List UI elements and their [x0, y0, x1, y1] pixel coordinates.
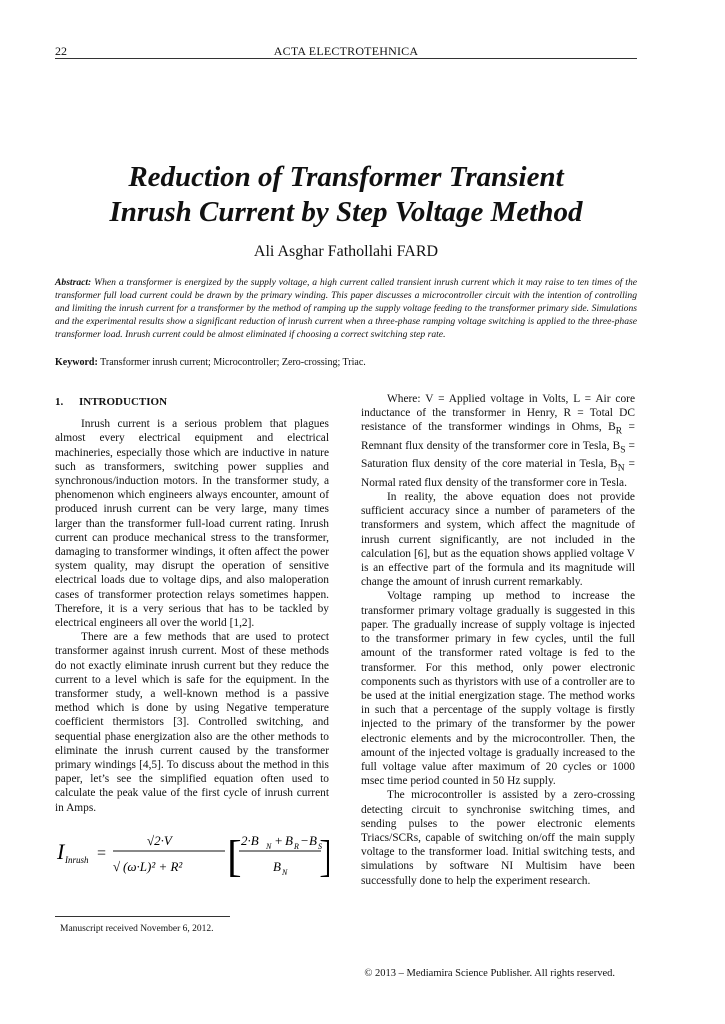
formula-numerator: √2·V [147, 832, 172, 848]
copyright: © 2013 – Mediamira Science Publisher. All rights reserved. [364, 968, 615, 979]
footnote-rule [55, 916, 230, 917]
body-paragraph-2: In reality, the above equation does not provide sufficient accuracy since a number of parameters of the transformers and system, which affect the magnitude of inrush current significantly, are not included in the calculation [6], but as the equation shows applied voltage V is an effective part of the formula and its magnitude will change the amount of inrush current remarkably. [361, 491, 635, 589]
keywords-text: Transformer inrush current; Microcontroller; Zero-crossing; Triac. [97, 357, 366, 368]
abstract [55, 276, 637, 341]
formula-lhs: I [57, 838, 65, 864]
svg-text:] [319, 832, 329, 881]
abstract-label: Abstract: [55, 277, 92, 288]
body-paragraph-4: The microcontroller is assisted by a zero-crossing detecting circuit to synchronise switching times, and sending pulses to the power electronic elements Triacs/SCRs, capable of switching on/off the main supply voltage to the transformer load. Initial switching tests, and simulations by software NI Multisim have been successfully done to help the experiment research. [361, 789, 635, 887]
title-line-1: Reduction of Transformer Transient [128, 161, 564, 193]
keywords [55, 357, 637, 368]
right-column [361, 392, 635, 888]
intro-paragraph-1: Inrush current is a serious problem that plagues almost every electrical equipment and electrical machineries, especially those which are inductive in nature such as transformers, switching power supplies and synchronous/induction motors. In the transformer study, a phenomenon which engineers always encounter, amount of produced inrush current can be very large, many times larger than the transformer full-load current rating. Inrush current can produce mechanical stress to the transformer, damaging to transformer windings, it often affect the power system quality, may disrupt the operation of sensitive electrical loads due to voltage dips, and also maloperation cases of transformer protection relays sometimes happen. Therefore, it is a very serious that has to be tackled by electrical engineers all over the world [1,2]. [55, 418, 329, 630]
section-heading [55, 395, 329, 409]
journal-name: ACTA ELECTROTEHNICA [273, 44, 419, 58]
inrush-formula [55, 823, 329, 883]
formula-br: R [294, 841, 299, 851]
svg-text:[: [ [227, 831, 242, 881]
author-name: Ali Asghar Fathollahi FARD [253, 243, 439, 260]
formula-lhs-sub: Inrush [65, 854, 89, 865]
svg-text:−: − [301, 832, 309, 848]
formula-bn: N [266, 841, 272, 851]
page-number: 22 [55, 44, 67, 58]
paper-title [55, 160, 637, 230]
keywords-label: Keyword: [55, 357, 98, 368]
footnote: Manuscript received November 6, 2012. [60, 924, 214, 934]
svg-text:√: √ [113, 858, 121, 874]
svg-text:B: B [309, 832, 317, 848]
section-title: INTRODUCTION [79, 396, 168, 408]
section-number: 1. [55, 396, 64, 408]
svg-text:+: + [275, 832, 283, 848]
where-paragraph: Where: V = Applied voltage in Volts, L = Air core inductance of the transformer in Henry, R = Total DC resistance of the transformer windings in Ohms, $B_R$ = Remnant flux density of the transformer core in Tesla, $B_S$ = Saturation flux density of the core material in Tesla, $B_N$ = Normal rated flux density of the transformer core in Tesla. [361, 393, 635, 489]
body-paragraph-3: Voltage ramping up method to increase the transformer primary voltage gradually is suggested in this paper. The gradually increase of supply voltage is injected to the transformer primary in few cycles, until the full amount of the transformer rated voltage is fed to the transformer. For this method, only power electronic components such as thyristors with use of a controller are to be used at the initial energization stage. The method works in such that a percentage of the supply voltage is firstly injected to the primary of the transformer by the power electronic elements and by the microcontroller. Then, the amount of the injected voltage is gradually increased to the full voltage value after maximum of 20 cycles or 1000 msec time period counted in 50 Hz supply. [361, 590, 635, 788]
running-header [55, 42, 637, 59]
svg-text:=: = [97, 844, 107, 862]
intro-paragraph-2: There are a few methods that are used to protect transformer against inrush current. Most of these methods do not exactly eliminate inrush current but they reduce the current to a level which is safe for the equipment. In the transformer study, a well-known method is a passive method which is done by using Negative temperature coefficient thermistors [3]. Controlled switching, and sequential phase energization also are the other methods to eliminate the inrush current caused by the transformer primary windings [4,5]. To discuss about the method in this paper, let’s see the simplified equation often used to calculate the peak value of the first cycle of inrush current in Amps. [55, 631, 329, 814]
formula-num2: 2·B [241, 832, 259, 848]
formula-bs: S [318, 841, 322, 851]
svg-text:B: B [285, 832, 293, 848]
title-line-2: Inrush Current by Step Voltage Method [109, 196, 583, 228]
formula-den2: B [273, 858, 281, 874]
abstract-text: When a transformer is energized by the supply voltage, a high current called transient inrush current which it may raise to ten times of the transformer full load current could be drawn by the primary winding. This paper discusses a microcontroller circuit with the intention of controlling and limiting the inrush current for a transformer by the method of ramping up the supply voltage feeding to the transformer primary side. Simulations and the experimental results show a significant reduction of inrush current when a three-phase ramping voltage switching is applied to the three-phase transformer load. Inrush current could be almost eliminated if choosing a correct switching step rate. [55, 277, 637, 340]
formula-denominator: (ω·L)² + R² [123, 858, 183, 874]
svg-text:N: N [282, 867, 288, 877]
left-column [55, 392, 329, 883]
